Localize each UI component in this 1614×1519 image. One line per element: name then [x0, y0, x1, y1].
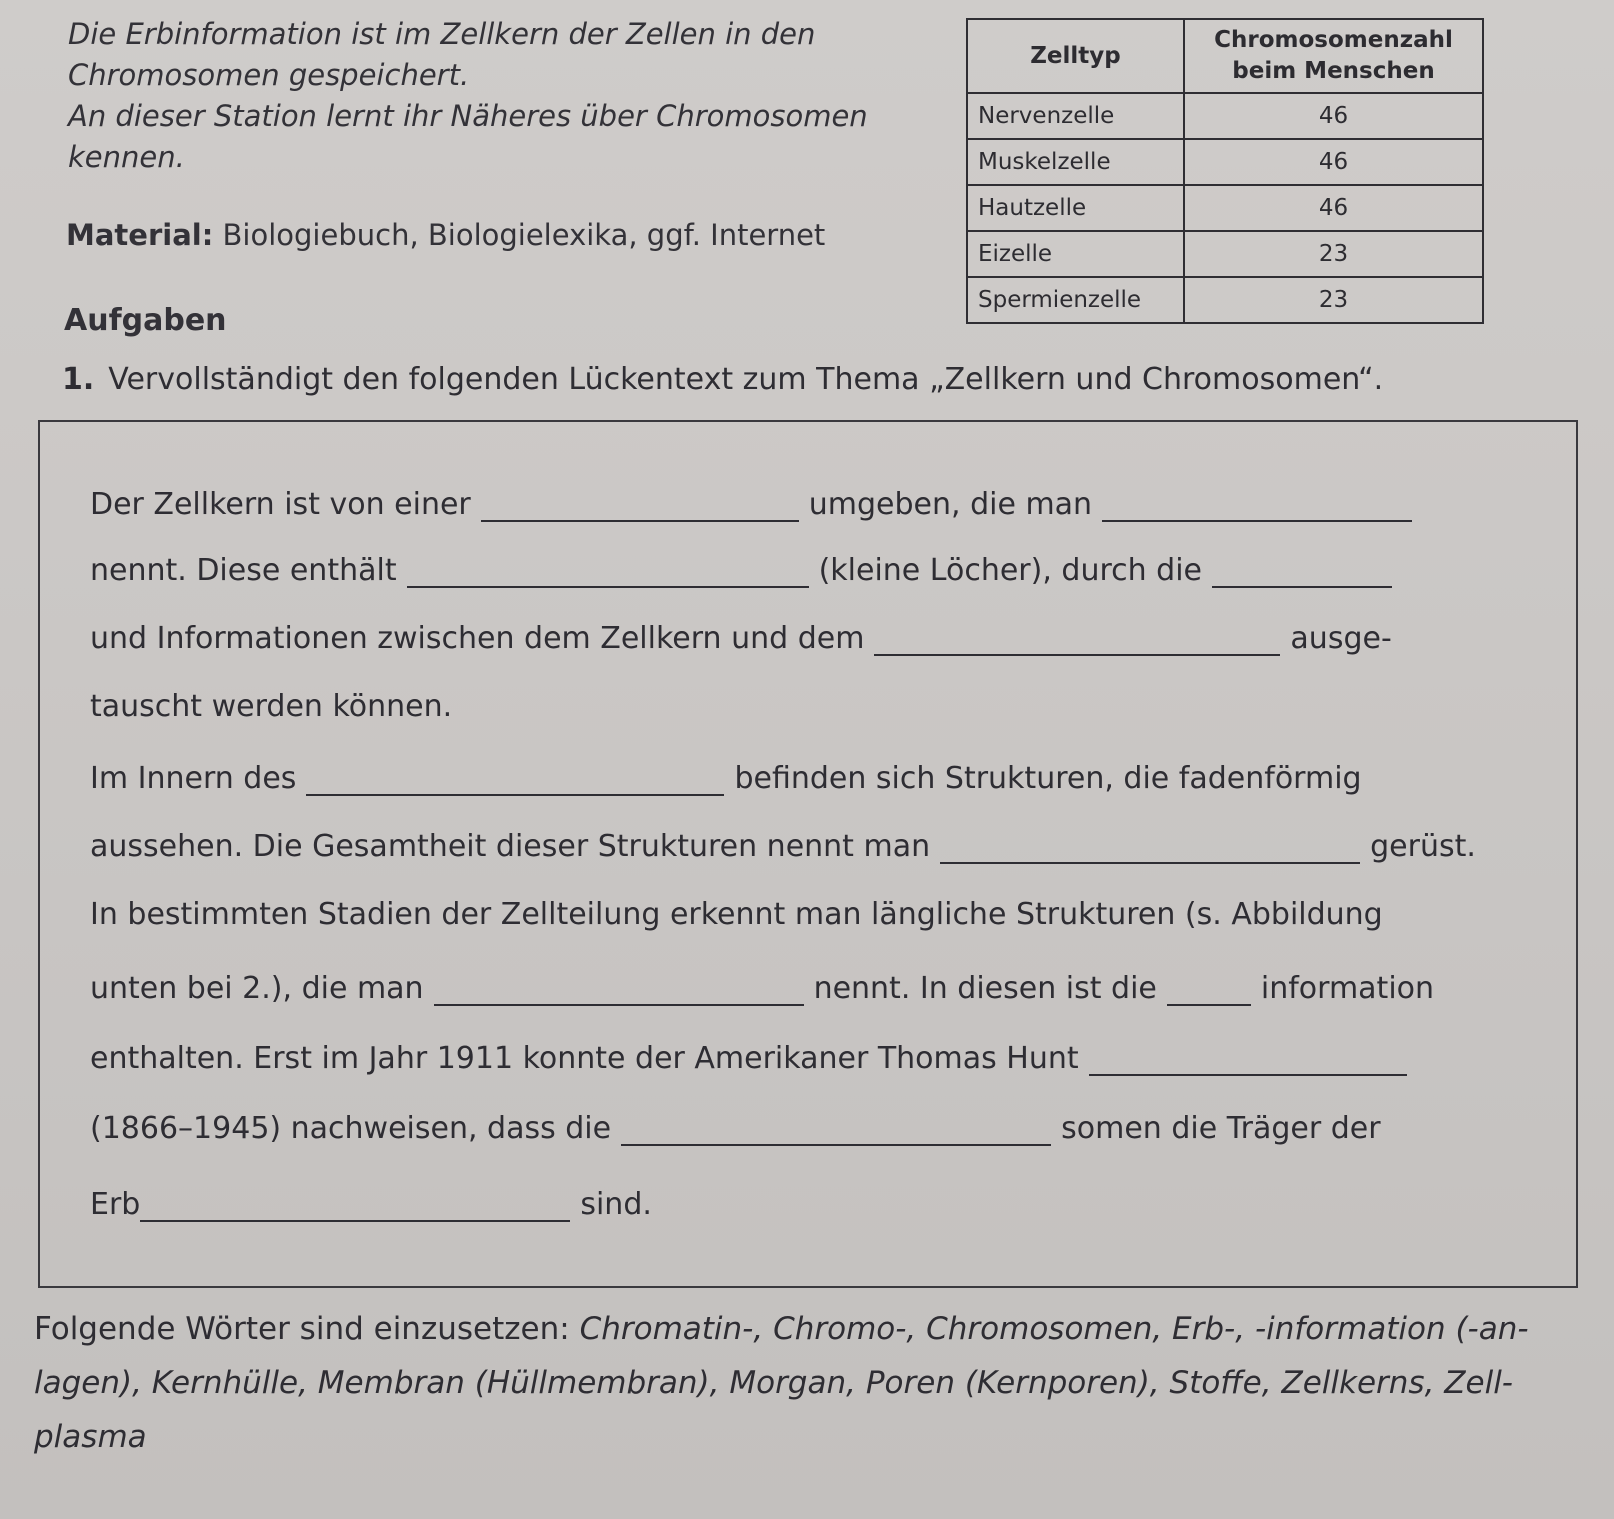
cell-type: Spermienzelle — [967, 277, 1184, 323]
table-row — [967, 185, 1483, 231]
cloze-line-9 — [90, 1036, 1536, 1076]
cloze-text: (1866–1945) nachweisen, dass die — [90, 1111, 612, 1146]
cell-count: 23 — [1184, 231, 1483, 277]
cloze-text: und Informationen zwischen dem Zellkern und dem — [90, 621, 865, 656]
cloze-line-10 — [90, 1106, 1536, 1146]
cloze-text-box — [38, 420, 1578, 1288]
header-col2-line1: Chromosomenzahl — [1214, 27, 1453, 53]
cloze-text: nennt. Diese enthält — [90, 553, 397, 588]
cloze-text: enthalten. Erst im Jahr 1911 konnte der Amerikaner Thomas Hunt — [90, 1041, 1079, 1076]
cloze-line-6 — [90, 824, 1536, 864]
intro-text — [68, 14, 868, 178]
cell-count: 23 — [1184, 277, 1483, 323]
cloze-text: ausge- — [1290, 621, 1392, 656]
aufgaben-heading: Aufgaben — [64, 303, 227, 338]
cloze-text: In bestimmten Stadien der Zellteilung erkennt man längliche Strukturen (s. Abbildung — [90, 897, 1383, 932]
cell-type: Muskelzelle — [967, 139, 1184, 185]
header-zelltyp: Zelltyp — [967, 19, 1184, 93]
cloze-text: (kleine Löcher), durch die — [818, 553, 1203, 588]
cloze-text: information — [1260, 971, 1435, 1006]
blank-2[interactable] — [1102, 494, 1412, 522]
cell-type: Hautzelle — [967, 185, 1184, 231]
cloze-text: tauscht werden können. — [90, 689, 453, 724]
material-label: Material: — [66, 218, 214, 252]
blank-3[interactable] — [407, 560, 809, 588]
cloze-text: sind. — [580, 1187, 652, 1222]
cloze-line-8 — [90, 966, 1536, 1006]
material-text: Biologiebuch, Biologielexika, ggf. Internet — [222, 218, 826, 252]
blank-1[interactable] — [481, 494, 799, 522]
blank-12[interactable] — [140, 1194, 570, 1222]
cloze-line-4 — [90, 684, 1536, 724]
blank-4[interactable] — [1212, 560, 1392, 588]
cloze-text: somen die Träger der — [1061, 1111, 1381, 1146]
blank-10[interactable] — [1089, 1048, 1407, 1076]
cloze-line-2 — [90, 548, 1536, 588]
cloze-text: nennt. In diesen ist die — [813, 971, 1157, 1006]
cloze-text: aussehen. Die Gesamtheit dieser Strukturen nennt man — [90, 829, 931, 864]
blank-8[interactable] — [434, 978, 804, 1006]
table-row — [967, 277, 1483, 323]
table-row — [967, 139, 1483, 185]
task-1 — [62, 362, 1383, 397]
blank-7[interactable] — [940, 836, 1360, 864]
cell-type: Nervenzelle — [967, 93, 1184, 139]
cloze-text: gerüst. — [1370, 829, 1476, 864]
intro-line-2: Chromosomen gespeichert. — [68, 58, 470, 92]
blank-6[interactable] — [306, 768, 724, 796]
cloze-line-11 — [90, 1182, 1536, 1222]
intro-line-4: kennen. — [68, 140, 185, 174]
table-row — [967, 93, 1483, 139]
table-row — [967, 231, 1483, 277]
blank-11[interactable] — [621, 1118, 1051, 1146]
word-bank — [34, 1302, 1594, 1464]
cloze-line-1 — [90, 482, 1536, 522]
table-header-row — [967, 19, 1483, 93]
header-chromosomenzahl — [1184, 19, 1483, 93]
cloze-text: umgeben, die man — [808, 487, 1093, 522]
intro-line-1: Die Erbinformation ist im Zellkern der Zellen in den — [68, 17, 816, 51]
cell-count: 46 — [1184, 139, 1483, 185]
cloze-text: unten bei 2.), die man — [90, 971, 424, 1006]
cloze-text: befinden sich Strukturen, die fadenförmig — [734, 761, 1362, 796]
word-bank-lead: Folgende Wörter sind einzusetzen: — [34, 1311, 570, 1347]
blank-9[interactable] — [1167, 978, 1251, 1006]
task-1-number: 1. — [62, 362, 95, 397]
cloze-text: Erb — [90, 1187, 141, 1222]
cloze-line-5 — [90, 756, 1536, 796]
intro-line-3: An dieser Station lernt ihr Näheres über Chromosomen — [68, 99, 868, 133]
material-line — [66, 218, 825, 252]
cell-count: 46 — [1184, 185, 1483, 231]
cloze-line-3 — [90, 616, 1536, 656]
word-bank-list: Chromatin-, Chromo-, Chromosomen, Erb-, -information (-an-lagen), Kernhülle, Membran (Hüllmembran), Morgan, Poren (Kernporen), Stoffe, Zellkerns, Zell-plasma — [34, 1311, 1529, 1455]
cloze-text: Im Innern des — [90, 761, 297, 796]
task-1-text: Vervollständigt den folgenden Lückentext zum Thema „Zellkern und Chromosomen“. — [108, 362, 1384, 397]
blank-5[interactable] — [874, 628, 1280, 656]
cloze-text: Der Zellkern ist von einer — [90, 487, 471, 522]
cell-type: Eizelle — [967, 231, 1184, 277]
chromosome-table — [966, 18, 1484, 324]
cell-count: 46 — [1184, 93, 1483, 139]
header-col2-line2: beim Menschen — [1232, 58, 1435, 84]
cloze-line-7 — [90, 892, 1536, 932]
